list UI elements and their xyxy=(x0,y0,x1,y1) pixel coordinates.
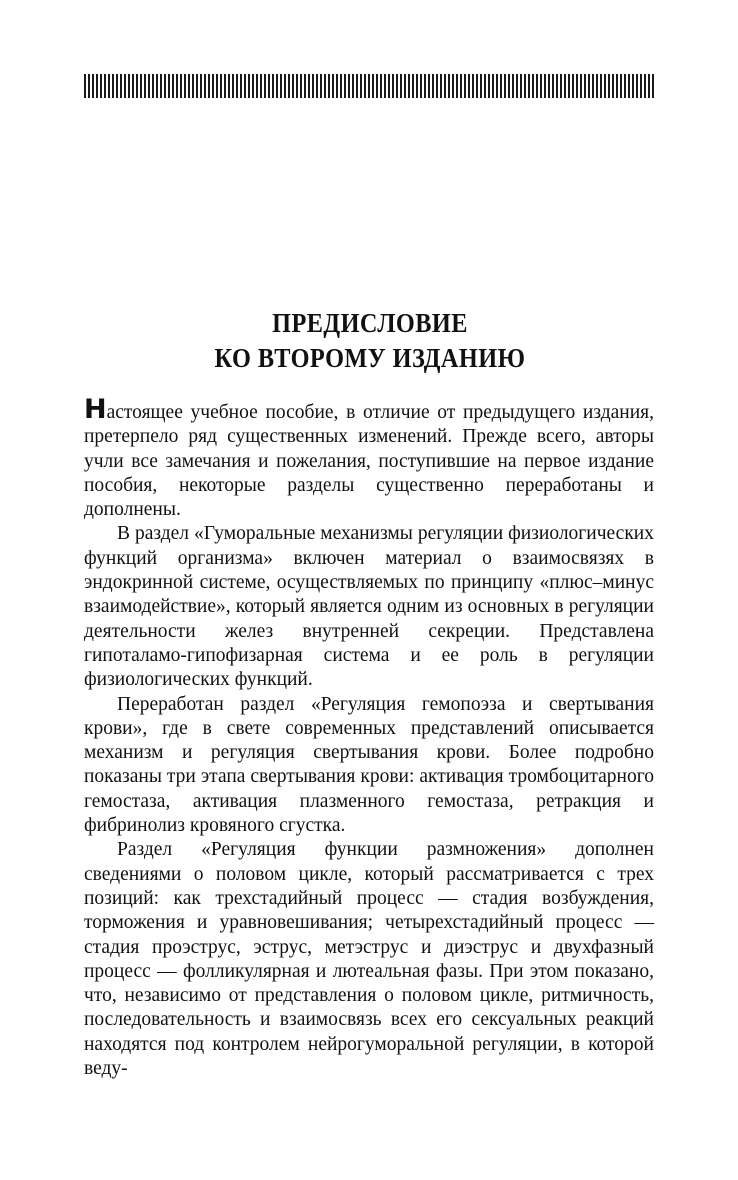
page-title xyxy=(113,306,628,376)
paragraph-3: Переработан раздел «Регуляция гемопоэза и свертывания крови», где в свете современных представлений описывается механизм и регуляция свертывания крови. Более подробно показаны три этапа свертывания крови: активация тромбоцитарного гемостаза, активация плазменного гемостаза, ретракция и фибринолиз кровяного сгустка. xyxy=(84,693,654,837)
paragraph-2: В раздел «Гуморальные механизмы регуляции физиологических функций организма» включен материал о взаимосвязях в эндокринной системе, осуществляемых по принципу «плюс–минус взаимодействие», который является одним из основных в регуляции деятельности желез внутренней секреции. Представлена гипоталамо-гипофизарная система и ее роль в регуляции физиологических функций. xyxy=(84,523,654,691)
body-text xyxy=(84,394,654,1081)
paragraph-4: Раздел «Регуляция функции размножения» дополнен сведениями о половом цикле, который рассматривается с трех позиций: как трехстадийный процесс — стадия возбуждения, торможения и уравновешивания; четырехстадийный процесс — стадия проэструс, эструс, метэструс и диэструс и двухфазный процесс — фолликулярная и лютеальная фазы. При этом показано, что, независимо от представления о половом цикле, ритмичность, последовательность и взаимосвязь всех его сексуальных реакций находятся под контролем нейрогуморальной регуляции, в которой веду- xyxy=(84,839,654,1080)
decorative-header-band xyxy=(84,74,656,98)
title-line-1: ПРЕДИСЛОВИЕ xyxy=(272,308,468,338)
title-line-2: КО ВТОРОМУ ИЗДАНИЮ xyxy=(214,343,526,373)
paragraph-1 xyxy=(84,394,654,522)
drop-cap: Н xyxy=(84,394,107,425)
paragraph-1-text: астоящее учебное пособие, в отличие от предыдущего издания, претерпело ряд существенных изменений. Прежде всего, авторы учли все замечания и пожелания, поступившие на первое издание пособия, некоторые разделы существенно переработаны и дополнены. xyxy=(84,402,654,521)
